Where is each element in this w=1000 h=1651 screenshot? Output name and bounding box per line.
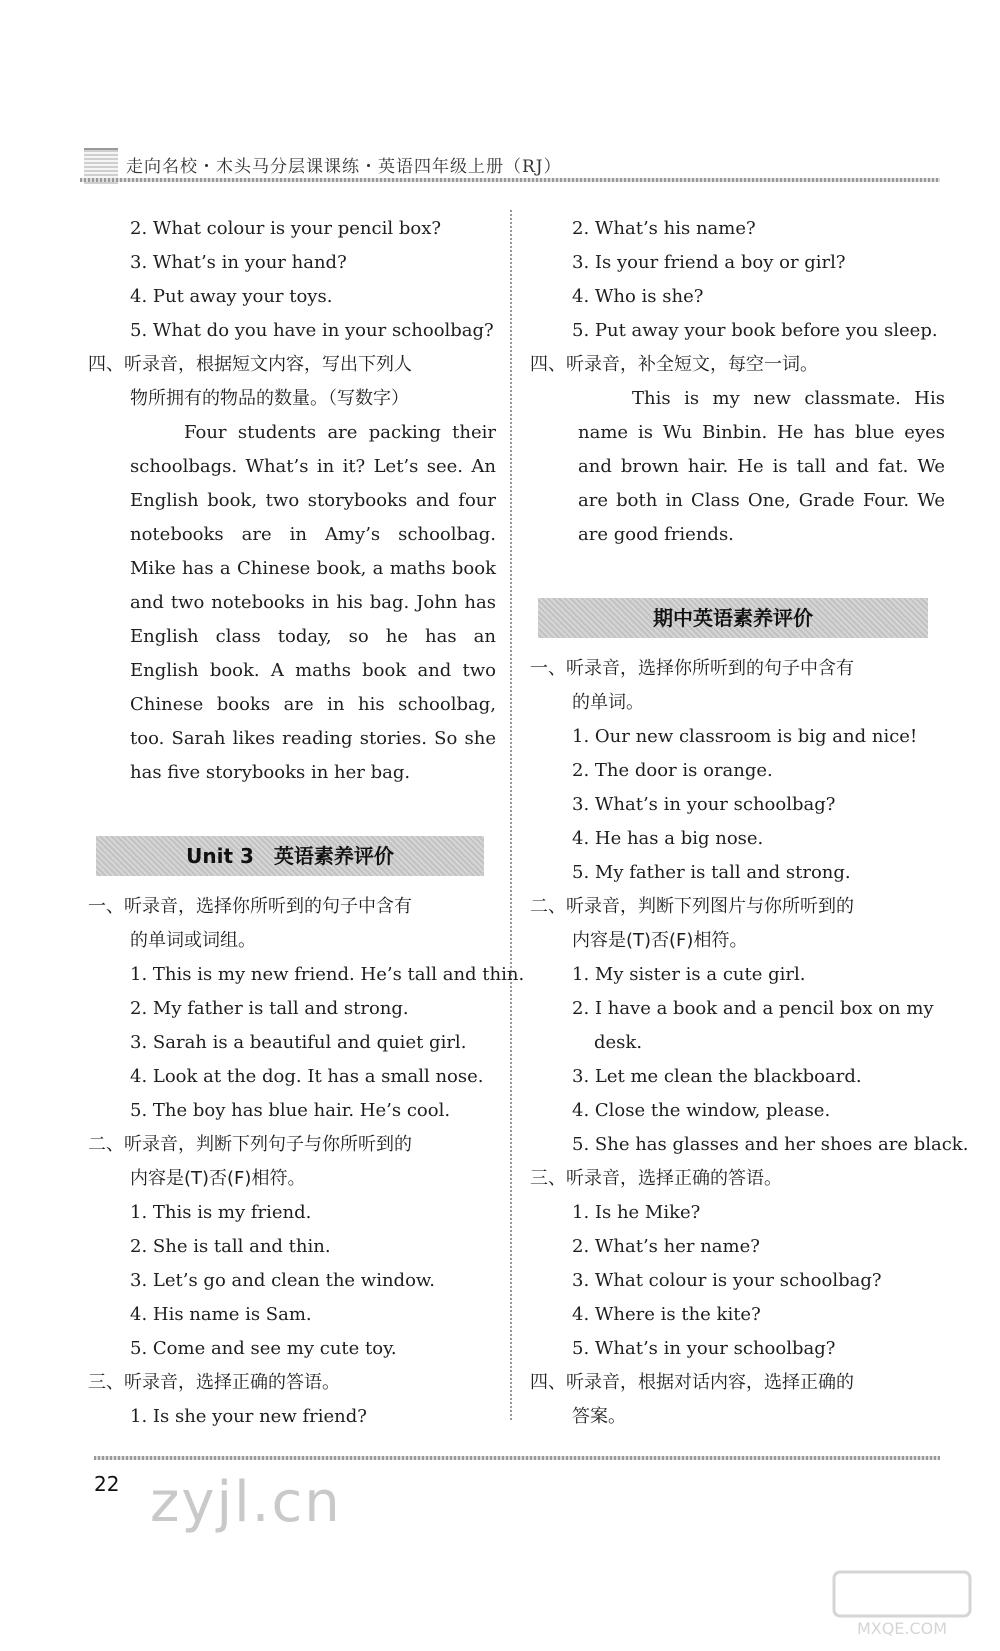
section-heading-cont: 答案。 bbox=[572, 1406, 626, 1427]
section-heading: 四、听录音，补全短文，每空一词。 bbox=[530, 354, 818, 375]
question-item: 5. What do you have in your schoolbag? bbox=[130, 320, 494, 341]
question-item: 3. What’s in your hand? bbox=[130, 252, 347, 273]
question-item: 5. The boy has blue hair. He’s cool. bbox=[130, 1100, 451, 1121]
midterm-banner: 期中英语素养评价 bbox=[538, 598, 928, 638]
section-heading-cont: 内容是(T)否(F)相符。 bbox=[130, 1168, 306, 1189]
section-heading: 二、听录音，判断下列图片与你所听到的 bbox=[530, 896, 854, 917]
section-heading: 二、听录音，判断下列句子与你所听到的 bbox=[88, 1134, 412, 1155]
question-item-cont: desk. bbox=[594, 1032, 643, 1053]
question-item: 3. What colour is your schoolbag? bbox=[572, 1270, 882, 1291]
section-heading-cont: 的单词或词组。 bbox=[130, 930, 256, 951]
question-item: 3. What’s in your schoolbag? bbox=[572, 794, 836, 815]
section-heading: 四、听录音，根据短文内容，写出下列人 bbox=[88, 354, 412, 375]
page-header bbox=[80, 148, 940, 184]
question-item: 3. Let me clean the blackboard. bbox=[572, 1066, 862, 1087]
section-heading: 一、听录音，选择你所听到的句子中含有 bbox=[530, 658, 854, 679]
question-item: 4. Where is the kite? bbox=[572, 1304, 761, 1325]
question-item: 2. What’s his name? bbox=[572, 218, 756, 239]
section-heading: 四、听录音，根据对话内容，选择正确的 bbox=[530, 1372, 854, 1393]
question-item: 4. Put away your toys. bbox=[130, 286, 333, 307]
question-item: 3. Let’s go and clean the window. bbox=[130, 1270, 435, 1291]
section-heading-cont: 物所拥有的物品的数量。（写数字） bbox=[130, 388, 409, 409]
left-column bbox=[88, 212, 525, 1434]
header-title: 走向名校・木头马分层课课练・英语四年级上册（RJ） bbox=[126, 157, 562, 177]
column-divider bbox=[510, 210, 512, 1420]
question-item: 3. Sarah is a beautiful and quiet girl. bbox=[130, 1032, 467, 1053]
corner-mark-text: MXQE.COM bbox=[856, 1619, 948, 1638]
section-heading: 三、听录音，选择正确的答语。 bbox=[530, 1168, 782, 1189]
question-item: 2. She is tall and thin. bbox=[130, 1236, 331, 1257]
question-item: 4. Who is she? bbox=[572, 286, 704, 307]
right-column bbox=[530, 212, 969, 1434]
question-item: 4. He has a big nose. bbox=[572, 828, 764, 849]
question-item: 5. Come and see my cute toy. bbox=[130, 1338, 397, 1359]
question-item: 5. She has glasses and her shoes are black. bbox=[572, 1134, 969, 1155]
question-item: 1. Is she your new friend? bbox=[130, 1406, 367, 1427]
section-heading: 一、听录音，选择你所听到的句子中含有 bbox=[88, 896, 412, 917]
question-item: 1. This is my friend. bbox=[130, 1202, 312, 1223]
question-item: 1. Our new classroom is big and nice! bbox=[572, 726, 918, 747]
question-item: 5. What’s in your schoolbag? bbox=[572, 1338, 836, 1359]
section-heading-cont: 内容是(T)否(F)相符。 bbox=[572, 930, 748, 951]
section-heading: 三、听录音，选择正确的答语。 bbox=[88, 1372, 340, 1393]
section-heading-cont: 的单词。 bbox=[572, 692, 644, 713]
reading-passage: This is my new classmate. His name is Wu Binbin. He has blue eyes and brown hair. He is tall and fat. We are both in Class One, Grade Four. We are good friends. bbox=[578, 388, 945, 545]
question-item: 4. His name is Sam. bbox=[130, 1304, 312, 1325]
question-item: 2. The door is orange. bbox=[572, 760, 773, 781]
question-item: 1. My sister is a cute girl. bbox=[572, 964, 806, 985]
question-item: 5. Put away your book before you sleep. bbox=[572, 320, 938, 341]
corner-watermark-icon bbox=[832, 1570, 972, 1640]
question-item: 3. Is your friend a boy or girl? bbox=[572, 252, 846, 273]
question-item: 2. I have a book and a pencil box on my bbox=[572, 998, 934, 1019]
question-item: 2. What’s her name? bbox=[572, 1236, 760, 1257]
question-item: 5. My father is tall and strong. bbox=[572, 862, 851, 883]
question-item: 1. Is he Mike? bbox=[572, 1202, 701, 1223]
unit3-banner: Unit 3 英语素养评价 bbox=[96, 836, 484, 876]
header-divider bbox=[80, 178, 940, 182]
question-item: 2. My father is tall and strong. bbox=[130, 998, 409, 1019]
question-item: 1. This is my new friend. He’s tall and thin. bbox=[130, 964, 525, 985]
question-item: 4. Look at the dog. It has a small nose. bbox=[130, 1066, 484, 1087]
page-number: 22 bbox=[94, 1472, 120, 1496]
reading-passage: Four students are packing their schoolbags. What’s in it? Let’s see. An English book, two storybooks and four notebooks are in Amy’s schoolbag. Mike has a Chinese book, a maths book and two notebooks in his bag. John has English class today, so he has an English book. A maths book and two Chinese books are in his schoolbag, too. Sarah likes reading stories. So she has five storybooks in her bag. bbox=[130, 422, 496, 783]
watermark-text: zyjl.cn bbox=[150, 1470, 342, 1535]
footer-divider bbox=[94, 1456, 940, 1460]
question-item: 2. What colour is your pencil box? bbox=[130, 218, 441, 239]
question-item: 4. Close the window, please. bbox=[572, 1100, 831, 1121]
